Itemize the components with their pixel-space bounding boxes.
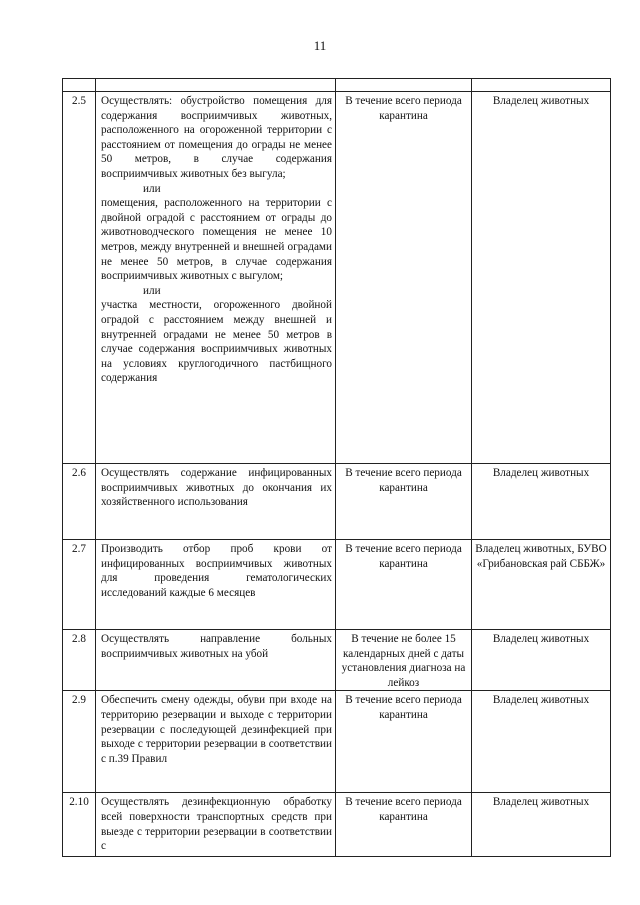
action-cell: Обеспечить смену одежды, обуви при входе на территорию резервации и выходе с территории резервации с последующей дезинфекцией при выходе с территории резервации в соответствии с п.39 Правил xyxy=(96,691,336,793)
responsible-cell: Владелец животных xyxy=(472,630,611,691)
term-cell: В течение всего периода карантина xyxy=(336,464,472,540)
responsible-cell: Владелец животных xyxy=(472,464,611,540)
term-cell: В течение всего периода карантина xyxy=(336,540,472,630)
term-cell: В течение не более 15 календарных дней с даты установления диагноза на лейкоз xyxy=(336,630,472,691)
row-number: 2.10 xyxy=(63,793,96,857)
table-row xyxy=(63,540,611,630)
term-cell: В течение всего периода карантина xyxy=(336,691,472,793)
table-row xyxy=(63,793,611,857)
row-number: 2.6 xyxy=(63,464,96,540)
table-row xyxy=(63,464,611,540)
responsible-cell: Владелец животных, БУВО «Грибановская рай СББЖ» xyxy=(472,540,611,630)
action-text: помещения, расположенного на территории с двойной оградой с расстоянием от ограды до животноводческого помещения не менее 10 метров, между внутренней и внешней оградами не менее 50 метров, в случае содержания восприимчивых животных с выгулом; xyxy=(101,197,332,283)
header-cell xyxy=(472,79,611,92)
action-or: или xyxy=(143,182,161,195)
table-header-row xyxy=(63,79,611,92)
action-cell: Осуществлять содержание инфицированных восприимчивых животных до окончания их хозяйственного использования xyxy=(96,464,336,540)
table-row xyxy=(63,691,611,793)
action-cell: Осуществлять направление больных восприимчивых животных на убой xyxy=(96,630,336,691)
row-number: 2.7 xyxy=(63,540,96,630)
row-number: 2.9 xyxy=(63,691,96,793)
measures-table xyxy=(62,78,611,857)
term-cell: В течение всего периода карантина xyxy=(336,92,472,464)
header-cell xyxy=(336,79,472,92)
action-cell: Осуществлять дезинфекционную обработку всей поверхности транспортных средств при выезде с территории резервации в соответствии с xyxy=(96,793,336,857)
term-cell: В течение всего периода карантина xyxy=(336,793,472,857)
responsible-cell: Владелец животных xyxy=(472,793,611,857)
action-or: или xyxy=(143,284,161,297)
header-cell xyxy=(96,79,336,92)
row-number: 2.8 xyxy=(63,630,96,691)
action-cell: Производить отбор проб крови от инфицированных восприимчивых животных для проведения гематологических исследований каждые 6 месяцев xyxy=(96,540,336,630)
row-number: 2.5 xyxy=(63,92,96,464)
table-row xyxy=(63,92,611,464)
page-number: 11 xyxy=(313,38,327,53)
responsible-cell: Владелец животных xyxy=(472,691,611,793)
responsible-cell: Владелец животных xyxy=(472,92,611,464)
action-text: участка местности, огороженного двойной оградой с расстоянием между внешней и внутренней оградами не менее 50 метров в случае содержания восприимчивых животных на условиях круглогодичного пастбищного содержания xyxy=(101,299,332,385)
action-text: Осуществлять: обустройство помещения для содержания восприимчивых животных, расположенного на огороженной территории с расстоянием от помещения до ограды не менее 50 метров, в случае содержания восприимчивых животных без выгула; xyxy=(101,95,332,180)
action-cell xyxy=(96,92,336,464)
table-row xyxy=(63,630,611,691)
header-cell xyxy=(63,79,96,92)
